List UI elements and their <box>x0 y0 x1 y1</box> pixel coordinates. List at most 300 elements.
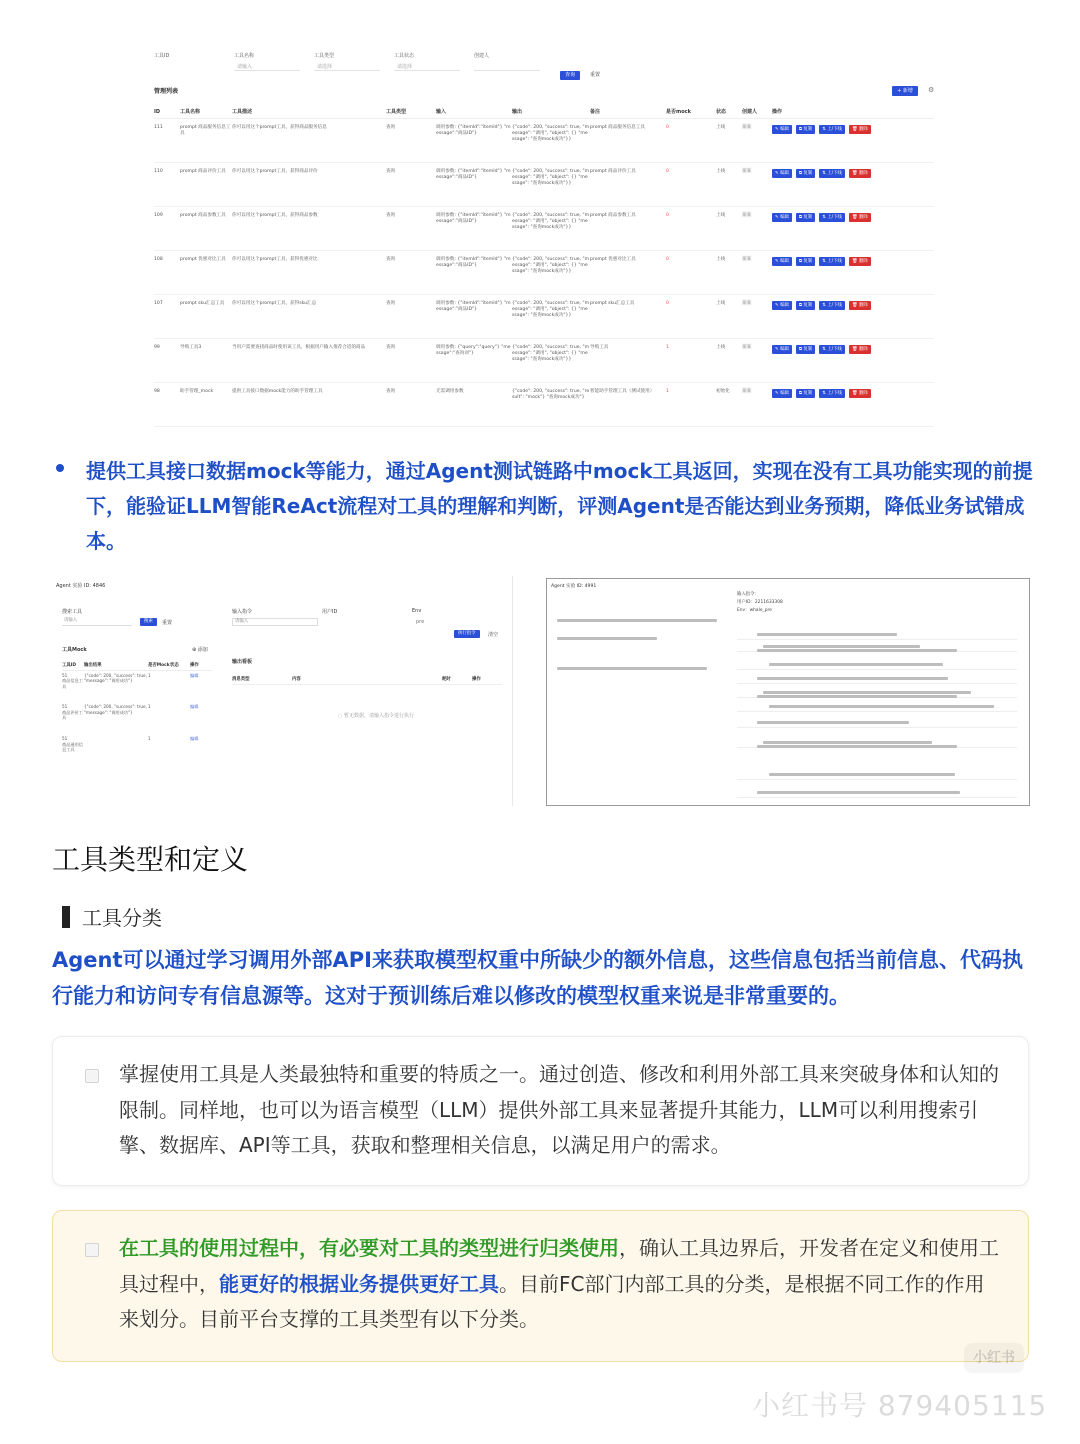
cell-input: 调用参数: {"itemId":"itemId"} "message":"商品ID"} <box>436 250 512 294</box>
delete-button[interactable] <box>849 125 871 134</box>
trash-icon: 🗑 <box>851 346 859 352</box>
list-title: 管理列表 <box>154 88 179 95</box>
mock-col: 输出结果 <box>84 660 148 670</box>
mock-table <box>62 660 212 766</box>
cell-remark: prompt 商品服务信息工具 <box>590 118 666 162</box>
empty-icon: ◌ <box>338 713 344 719</box>
op-label: 编辑 <box>780 346 789 352</box>
cell-desc: 提供工具接口数据mock能力的助手管理工具 <box>232 382 386 426</box>
mock-id: 51 <box>62 672 68 678</box>
mock-col: 是否Mock <box>148 660 170 670</box>
op-label: 复制 <box>803 302 813 308</box>
output-col: 消息类型 <box>232 674 292 684</box>
settings-icon[interactable]: ⚙ <box>928 86 935 94</box>
trash-icon: 🗑 <box>851 390 859 396</box>
cell-name: prompt 商品服务信息工具 <box>180 118 232 162</box>
agent-experiment-screenshot <box>52 576 512 804</box>
copy-button[interactable] <box>796 257 815 266</box>
trash-icon: 🗑 <box>851 258 859 264</box>
trash-icon: 🗑 <box>851 214 859 220</box>
cell-creator: 某某 <box>742 294 772 338</box>
log-row-text <box>757 745 957 748</box>
op-label: 编辑 <box>780 126 789 132</box>
cell-type: 查询 <box>386 118 436 162</box>
search-button[interactable]: 搜索 <box>140 618 157 626</box>
copy-button[interactable] <box>796 389 815 398</box>
cell-status: 上线 <box>716 162 742 206</box>
add-mock-label: 添加 <box>197 647 208 653</box>
cell-status: 上线 <box>716 250 742 294</box>
cell-output: {"code": 200, "success": true, "message": "调用", "object": {} "message": "查询mock成功"}} <box>512 162 590 206</box>
col-creator: 创建人 <box>742 106 772 118</box>
op-label: 删除 <box>858 346 868 352</box>
cell-id: 109 <box>154 206 180 250</box>
cell-input: 无需调用参数 <box>436 382 512 426</box>
table-row <box>154 250 934 294</box>
reset-button[interactable]: 重置 <box>162 620 173 626</box>
mock-name: 商品信息工具 <box>62 678 83 689</box>
op-label: 编辑 <box>780 214 789 220</box>
filter-select[interactable]: 请选择 <box>314 63 380 71</box>
op-label: 编辑 <box>780 170 789 176</box>
mock-cell-mock: 1 <box>148 704 151 709</box>
cell-output: {"code": 200, "success": true, "result": "mock"} "查询mock成功"} <box>512 382 590 426</box>
user-id-value: 2211633308 <box>754 600 783 605</box>
cell-creator: 某某 <box>742 206 772 250</box>
edit-button[interactable] <box>772 125 792 134</box>
add-mock-button[interactable]: ⊕ 添加 <box>192 647 208 653</box>
mock-name: 商品评价工具 <box>62 709 83 721</box>
bullet-dot <box>56 464 64 472</box>
cell-actions <box>772 206 934 250</box>
cell-actions <box>772 294 934 338</box>
mock-edit-link[interactable]: 编辑 <box>190 736 199 741</box>
filter-label: 创建人 <box>474 53 490 59</box>
bullet-text: 提供工具接口数据mock等能力，通过Agent测试链路中mock工具返回，实现在没有工具功能实现的前提下，能验证LLM智能ReAct流程对工具的理解和判断，评测Agent是否能达到业务预期，降低业务试错成本。 <box>86 459 1033 553</box>
op-label: 编辑 <box>780 302 789 308</box>
log-row-divider <box>737 727 1017 728</box>
cell-remark: prompt 商品参数工具 <box>590 206 666 250</box>
agent-run-result-screenshot <box>546 578 1030 806</box>
filter-tool-status[interactable] <box>394 52 460 71</box>
switch-icon: ⇅ <box>822 302 828 308</box>
cell-status: 上线 <box>716 118 742 162</box>
log-row-text <box>769 705 994 708</box>
cell-creator: 某某 <box>742 338 772 382</box>
cell-creator: 某某 <box>742 162 772 206</box>
cell-mock: 0 <box>666 206 716 250</box>
op-label: 复制 <box>803 170 813 176</box>
edit-icon: ✎ <box>775 170 781 176</box>
empty-text: 暂无数据，请输入指令进行执行 <box>343 713 414 719</box>
table-row <box>154 162 934 206</box>
copy-icon: ⧉ <box>798 390 804 396</box>
cell-actions <box>772 382 934 426</box>
delete-button[interactable] <box>849 301 871 310</box>
output-col: 操作 <box>472 674 502 684</box>
op-label: 上/下线 <box>827 258 842 264</box>
tool-classification-card <box>52 1210 1029 1362</box>
user-id-row: 用户ID：2211633308 <box>737 600 783 605</box>
checkbox-icon <box>85 1069 99 1083</box>
cell-creator: 某某 <box>742 118 772 162</box>
mock-name: 商品通用信息工具 <box>62 741 83 753</box>
log-row-text <box>757 721 909 724</box>
cell-desc: 你可以用这个prompt工具，获得sku汇总 <box>232 294 386 338</box>
empty-state <box>338 712 414 719</box>
experiment-title: Agent 实验 ID: 4846 <box>56 583 106 589</box>
cell-actions <box>772 118 934 162</box>
delete-button[interactable] <box>849 389 871 398</box>
reset-button[interactable]: 重置 <box>590 72 601 78</box>
table-row <box>154 338 934 382</box>
col-desc: 工具描述 <box>232 106 386 118</box>
cell-input: 调用参数: {"itemId":"itemId"} "message":"商品ID"} <box>436 294 512 338</box>
mock-cell-mock: 1 <box>148 672 151 678</box>
filter-bar <box>154 52 934 82</box>
card-text <box>119 1231 999 1338</box>
mock-capability-bullet <box>52 454 1038 559</box>
mock-cell-status <box>170 734 190 766</box>
tool-usage-card <box>52 1036 1029 1186</box>
mock-cell-output: {"code": 200, "success": true, "message": "调用成功"} <box>84 672 147 684</box>
env-select[interactable]: pre <box>416 619 425 625</box>
op-label: 删除 <box>858 302 868 308</box>
tool-search-input[interactable]: 请输入 <box>62 618 132 626</box>
mock-cell-output: {"code": 200, "success": true, "message": "调用成功"} <box>84 704 147 715</box>
trash-icon: 🗑 <box>851 302 859 308</box>
toggle-online-button[interactable] <box>819 257 845 266</box>
cell-remark: 导购工具 <box>590 338 666 382</box>
copy-button[interactable] <box>796 169 815 178</box>
cell-input: 调用参数: {"itemId":"itemId"} "message":"商品ID"} <box>436 206 512 250</box>
mock-row <box>62 734 212 766</box>
log-row-divider <box>737 797 1017 798</box>
cell-status: 上线 <box>716 338 742 382</box>
copy-icon: ⧉ <box>798 170 804 176</box>
cell-name: prompt 商品参数工具 <box>180 206 232 250</box>
edit-button[interactable] <box>772 169 792 178</box>
op-label: 删除 <box>858 214 868 220</box>
copy-button[interactable] <box>796 125 815 134</box>
table-row <box>154 294 934 338</box>
tool-row-text <box>557 667 707 670</box>
delete-button[interactable] <box>849 345 871 354</box>
mock-cell-id <box>62 734 84 766</box>
cell-desc: 你可以用这个prompt工具，获得商品评价 <box>232 162 386 206</box>
mock-row <box>62 670 212 702</box>
cell-status: 初始化 <box>716 382 742 426</box>
filter-tool-id <box>154 52 169 59</box>
copy-button[interactable] <box>796 301 815 310</box>
mock-cell-status <box>170 670 190 702</box>
query-button[interactable]: 查询 <box>560 71 580 80</box>
edit-button[interactable] <box>772 301 792 310</box>
cell-status: 上线 <box>716 294 742 338</box>
mock-cell-status <box>170 702 190 734</box>
output-table-header <box>232 674 502 684</box>
op-label: 复制 <box>803 214 813 220</box>
switch-icon: ⇅ <box>822 214 828 220</box>
toggle-online-button[interactable] <box>819 301 845 310</box>
screenshot-divider <box>512 576 513 806</box>
output-board-title: 输出看板 <box>232 659 253 665</box>
copy-icon: ⧉ <box>798 302 804 308</box>
copy-button[interactable] <box>796 345 815 354</box>
mock-row <box>62 702 212 734</box>
col-id: ID <box>154 106 180 118</box>
col-output: 输出 <box>512 106 590 118</box>
cell-type: 查询 <box>386 294 436 338</box>
log-row-text <box>757 633 897 636</box>
heading-bar <box>62 906 70 928</box>
clear-button[interactable]: 清空 <box>488 632 499 638</box>
op-label: 删除 <box>858 390 868 396</box>
op-label: 上/下线 <box>827 126 842 132</box>
env-label: Env <box>737 608 746 613</box>
table-row <box>154 382 934 426</box>
filter-creator[interactable] <box>474 52 540 71</box>
cell-remark: prompt sku汇总工具 <box>590 294 666 338</box>
trash-icon: 🗑 <box>851 126 859 132</box>
col-actions: 操作 <box>772 106 934 118</box>
mock-cell-id <box>62 702 84 734</box>
cell-id: 110 <box>154 162 180 206</box>
op-label: 上/下线 <box>827 346 842 352</box>
output-col: 耗时 <box>442 674 472 684</box>
add-tool-button[interactable]: + 新增 <box>892 86 918 96</box>
tool-row-text <box>557 637 657 640</box>
cell-mock: 0 <box>666 162 716 206</box>
cell-actions <box>772 338 934 382</box>
user-id-label: 用户ID <box>322 609 338 615</box>
user-id-label: 用户ID <box>737 600 751 605</box>
cell-mock: 0 <box>666 250 716 294</box>
mock-id: 51 <box>62 704 68 709</box>
log-row-divider <box>737 711 1017 712</box>
filter-tool-name[interactable] <box>234 52 300 71</box>
col-mock: 是否mock <box>666 106 716 118</box>
log-row-divider <box>737 669 1017 670</box>
col-status: 状态 <box>716 106 742 118</box>
experiment-title: Agent 实验 ID: 4991 <box>551 584 597 589</box>
mock-edit-link[interactable]: 编辑 <box>190 704 199 709</box>
filter-select[interactable]: 请选择 <box>394 63 460 71</box>
op-label: 上/下线 <box>827 170 842 176</box>
op-label: 上/下线 <box>827 390 842 396</box>
command-label: 输入指令 <box>737 592 755 597</box>
delete-button[interactable] <box>849 169 871 178</box>
filter-label: 工具ID <box>154 53 170 59</box>
table-row <box>154 118 934 162</box>
log-row-divider <box>737 683 1017 684</box>
cell-output: {"code": 200, "success": true, "message": "调用", "object": {} "message": "查询mock成功"}} <box>512 250 590 294</box>
env-row: Env：whale_pre <box>737 608 772 613</box>
cell-remark: prompt 优惠对比工具 <box>590 250 666 294</box>
op-label: 删除 <box>858 170 868 176</box>
cell-mock: 0 <box>666 118 716 162</box>
subsection-title <box>62 902 162 931</box>
cell-remark: prompt 商品评价工具 <box>590 162 666 206</box>
toggle-online-button[interactable] <box>819 345 845 354</box>
cell-type: 查询 <box>386 382 436 426</box>
filter-label: 工具名称 <box>234 53 255 59</box>
edit-icon: ✎ <box>775 390 781 396</box>
cell-creator: 某某 <box>742 382 772 426</box>
tool-row-text <box>557 619 717 622</box>
delete-button[interactable] <box>849 257 871 266</box>
cell-mock: 0 <box>666 294 716 338</box>
cell-actions <box>772 250 934 294</box>
cell-name: prompt 优惠对比工具 <box>180 250 232 294</box>
switch-icon: ⇅ <box>822 126 828 132</box>
cell-input: 调用参数: {"itemId":"itemId"} "message":"商品ID"} <box>436 118 512 162</box>
edit-button[interactable] <box>772 257 792 266</box>
op-label: 复制 <box>803 258 813 264</box>
edit-icon: ✎ <box>775 214 781 220</box>
card-text: 掌握使用工具是人类最独特和重要的特质之一。通过创造、修改和利用外部工具来突破身体和认知的限制。同样地，也可以为语言模型（LLM）提供外部工具来显著提升其能力，LLM可以利用搜索引擎、数据库、API等工具，获取和整理相关信息，以满足用户的需求。 <box>119 1062 999 1157</box>
op-label: 编辑 <box>780 258 789 264</box>
cell-desc: 你可以用这个prompt工具，获得商品服务信息 <box>232 118 386 162</box>
filter-tool-type[interactable] <box>314 52 380 71</box>
col-type: 工具类型 <box>386 106 436 118</box>
edit-icon: ✎ <box>775 258 781 264</box>
log-row-text <box>763 645 920 648</box>
trash-icon: 🗑 <box>851 170 859 176</box>
cell-mock: 1 <box>666 338 716 382</box>
cell-desc: 你可以用这个prompt工具，获得优惠对比 <box>232 250 386 294</box>
mock-col: 工具ID <box>62 660 84 670</box>
cell-type: 查询 <box>386 250 436 294</box>
switch-icon: ⇅ <box>822 170 828 176</box>
run-command-button[interactable]: 执行指令 <box>454 630 480 638</box>
cell-desc: 当用户需要查找商品时使用该工具，根据用户输入推荐合适的商品 <box>232 338 386 382</box>
edit-button[interactable] <box>772 345 792 354</box>
op-label: 上/下线 <box>827 214 842 220</box>
log-row-text <box>757 649 957 652</box>
cell-creator: 某某 <box>742 250 772 294</box>
col-input: 输入 <box>436 106 512 118</box>
log-row-text <box>763 741 932 744</box>
log-row-text <box>757 695 957 698</box>
op-label: 复制 <box>803 346 813 352</box>
edit-icon: ✎ <box>775 346 781 352</box>
op-label: 删除 <box>858 258 868 264</box>
filter-input[interactable]: 请输入 <box>234 63 300 71</box>
card-text-part: 。目前FC部门内部工具的分类，是根据不同工作的作用来划分。目前平台支撑的工具类型有以下分类。 <box>119 1271 985 1331</box>
cell-status: 上线 <box>716 206 742 250</box>
section-title: 工具类型和定义 <box>52 843 249 876</box>
cell-input: 调用参数: {"query":"query"} "message":"查询词"} <box>436 338 512 382</box>
command-label: 输入指令 <box>232 609 253 615</box>
op-label: 删除 <box>858 126 868 132</box>
switch-icon: ⇅ <box>822 390 828 396</box>
env-value: whale_pre <box>749 608 772 613</box>
cell-type: 查询 <box>386 162 436 206</box>
log-row-divider <box>737 639 1017 640</box>
log-row-divider <box>737 779 1017 780</box>
output-col: 内容 <box>292 674 442 684</box>
edit-icon: ✎ <box>775 126 781 132</box>
command-input[interactable]: 请输入 <box>232 618 318 626</box>
cell-id: 107 <box>154 294 180 338</box>
switch-icon: ⇅ <box>822 258 828 264</box>
toggle-online-button[interactable] <box>819 389 845 398</box>
log-row-text <box>769 663 943 666</box>
cell-actions <box>772 162 934 206</box>
watermark-id: 小红书号 879405115 <box>752 1389 1048 1422</box>
copy-icon: ⧉ <box>798 258 804 264</box>
mock-id: 51 <box>62 736 68 741</box>
cell-output: {"code": 200, "success": true, "message": "调用", "object": {} "message": "查询mock成功"}} <box>512 294 590 338</box>
watermark-logo: 小红书 <box>964 1343 1024 1373</box>
mock-col: 操作 <box>190 660 212 670</box>
subsection-title-text: 工具分类 <box>82 906 162 930</box>
env-label: Env <box>412 608 422 614</box>
mock-cell-mock: 1 <box>148 736 151 741</box>
log-row-text <box>757 791 960 794</box>
tool-mock-section: 工具Mock <box>62 647 87 653</box>
copy-button[interactable] <box>796 213 815 222</box>
toggle-online-button[interactable] <box>819 213 845 222</box>
mock-table-header <box>62 660 212 670</box>
filter-input[interactable] <box>474 63 540 71</box>
copy-icon: ⧉ <box>798 126 804 132</box>
cell-output: {"code": 200, "success": true, "message": "调用", "object": {} "message": "查询mock成功"}} <box>512 206 590 250</box>
output-table <box>232 674 502 685</box>
mock-cell-output <box>84 734 148 766</box>
cell-id: 111 <box>154 118 180 162</box>
card-text-part: ，确认工具边界后，开发者在定义和使用工具过程中， <box>119 1236 999 1296</box>
cell-input: 调用参数: {"itemId":"itemId"} "message":"商品ID"} <box>436 162 512 206</box>
checkbox-icon <box>85 1243 99 1257</box>
agent-api-paragraph: Agent可以通过学习调用外部API来获取模型权重中所缺少的额外信息，这些信息包括当前信息、代码执行能力和访问专有信息源等。这对于预训练后难以修改的模型权重来说是非常重要的。 <box>52 948 1023 1008</box>
cell-id: 99 <box>154 338 180 382</box>
cell-id: 108 <box>154 250 180 294</box>
cell-type: 查询 <box>386 206 436 250</box>
tool-management-screenshot <box>148 44 938 432</box>
highlight-blue: 能更好的根据业务提供更好工具 <box>219 1271 499 1296</box>
filter-label: 工具状态 <box>394 53 415 59</box>
highlight-green: 在工具的使用过程中，有必要对工具的类型进行归类使用 <box>119 1236 619 1260</box>
op-label: 编辑 <box>780 390 789 396</box>
log-row-text <box>763 691 971 694</box>
cell-mock: 1 <box>666 382 716 426</box>
cell-output: {"code": 200, "success": true, "message": "调用", "object": {} "message": "查询mock成功"}} <box>512 118 590 162</box>
edit-button[interactable] <box>772 389 792 398</box>
table-header <box>154 106 934 118</box>
copy-icon: ⧉ <box>798 214 804 220</box>
switch-icon: ⇅ <box>822 346 828 352</box>
cell-output: {"code": 200, "success": true, "message": "调用", "object": {} "message": "查询mock成功"}} <box>512 338 590 382</box>
mock-cell-id <box>62 670 84 702</box>
mock-edit-link[interactable]: 编辑 <box>190 672 199 678</box>
cell-type: 查询 <box>386 338 436 382</box>
mock-col: 状态 <box>170 660 190 670</box>
op-label: 上/下线 <box>827 302 842 308</box>
op-label: 复制 <box>803 390 813 396</box>
toggle-online-button[interactable] <box>819 169 845 178</box>
cell-remark: 智能助手管理工具（测试使用） <box>590 382 666 426</box>
col-remark: 备注 <box>590 106 666 118</box>
log-row-text <box>769 773 955 776</box>
delete-button[interactable] <box>849 213 871 222</box>
cell-name: prompt sku汇总工具 <box>180 294 232 338</box>
op-label: 复制 <box>803 126 813 132</box>
cell-desc: 你可以用这个prompt工具，获得商品参数 <box>232 206 386 250</box>
toggle-online-button[interactable] <box>819 125 845 134</box>
edit-button[interactable] <box>772 213 792 222</box>
